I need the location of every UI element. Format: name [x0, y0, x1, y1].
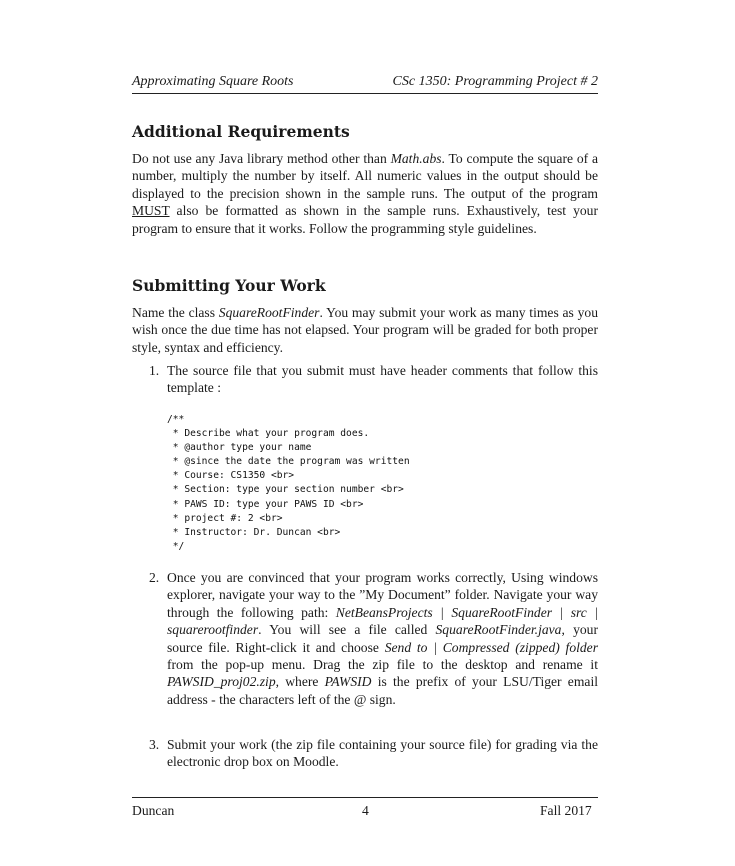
section-heading-additional-requirements: Additional Requirements: [132, 122, 350, 141]
footer-term: Fall 2017: [540, 803, 592, 818]
section-heading-submitting: Submitting Your Work: [132, 276, 326, 295]
header-course: CSc 1350: Programming Project # 2: [392, 74, 598, 89]
list-item-2: 2. Once you are convinced that your program works correctly, Using windows explorer, navigate your way to the ”My Document” folder. Navigate your way through the following path: NetBeansProjects | SquareRootFinder | src | squarerootfinder. You will see a file called SquareRootFinder.java, your source file. Right-click it and choose Send to | Compressed (zipped) folder from the pop-up menu. Drag the zip file to the desktop and rename it PAWSID_proj02.zip, where PAWSID is the prefix of your LSU/Tiger email address - the characters left of the @ sign.: [149, 570, 599, 707]
list-item-1: 1. The source file that you submit must have header comments that follow this template :: [149, 363, 598, 396]
running-header: [132, 74, 598, 94]
page-number: 4: [362, 803, 369, 818]
list-item-3: 3. Submit your work (the zip file containing your source file) for grading via the electronic drop box on Moodle.: [149, 737, 598, 770]
submitting-paragraph: Name the class SquareRootFinder. You may submit your work as many times as you wish once the due time has not elapsed. Your program will be graded for both proper style, syntax and efficiency.: [132, 305, 598, 355]
header-comment-template: /** * Describe what your program does. * @author type your name * @since the date the program was written * Course: CS1350 <br> * Section: type your section number <br> * PAWS ID: type your PAWS ID <br> * project #: 2 <br> * Instructor: Dr. Duncan <br> */: [167, 414, 410, 552]
requirements-paragraph: Do not use any Java library method other than Math.abs. To compute the square of a number, multiply the number by itself. All numeric values in the output should be displayed to the precision shown in the sample runs. The output of the program MUST also be formatted as shown in the sample runs. Exhaustively, test your program to ensure that it works. Follow the programming style guidelines.: [132, 151, 598, 236]
footer-rule: [132, 797, 598, 798]
footer-author: Duncan: [132, 803, 175, 818]
header-title: Approximating Square Roots: [132, 74, 294, 89]
